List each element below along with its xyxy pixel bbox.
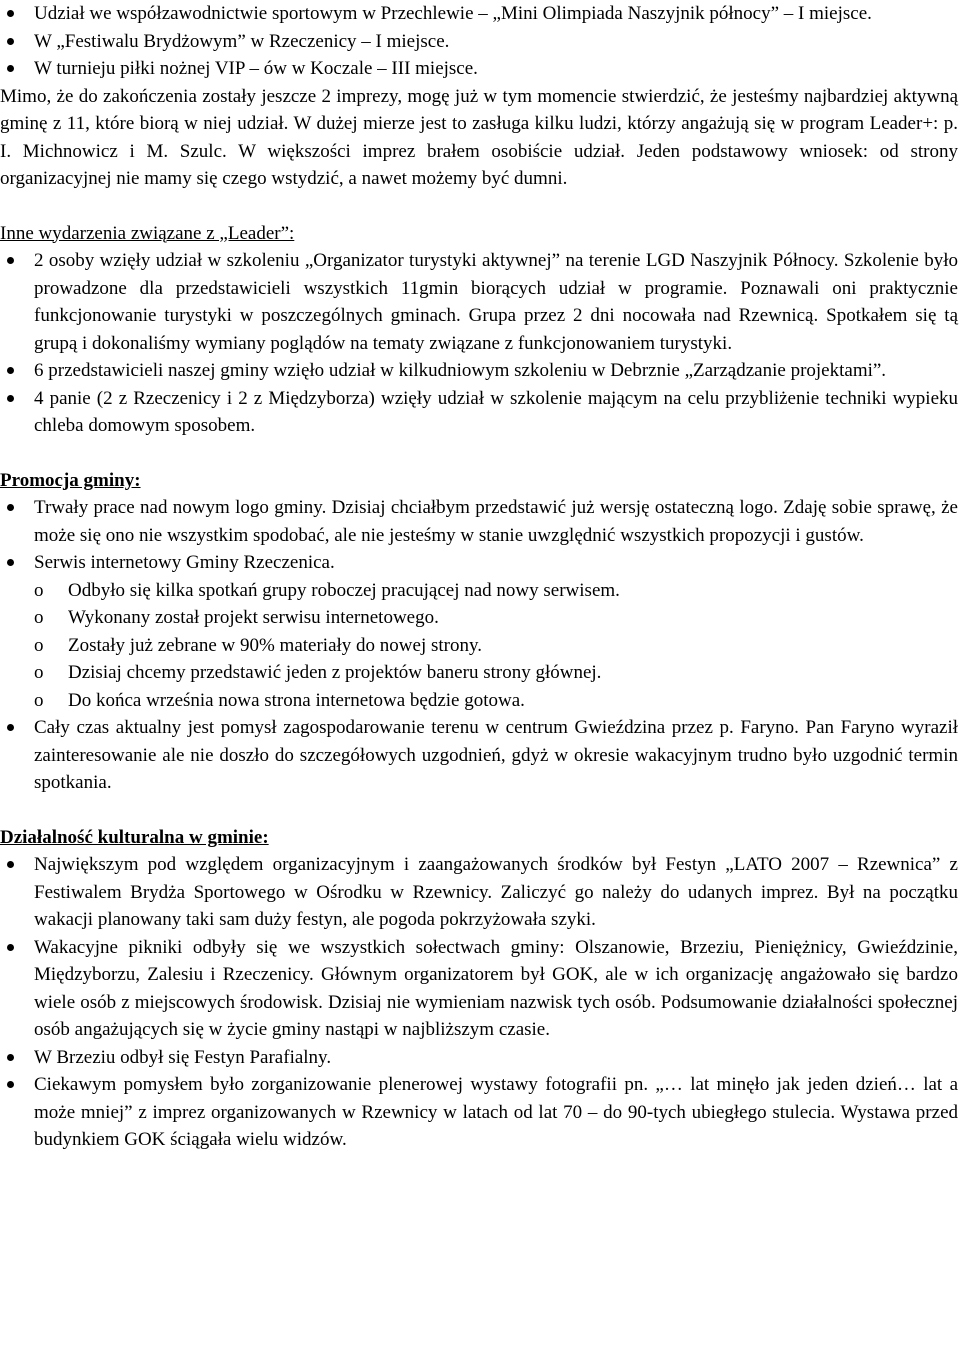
- list-item: 2 osoby wzięły udział w szkoleniu „Organizator turystyki aktywnej” na terenie LGD Naszyjnik Północy. Szkolenie było prowadzone dla przedstawicieli wszystkich 11gmin biorących udział w programie. Poznawali oni praktycznie funkcjonowanie turystyki w poszczególnych gminach. Grupa przez 2 dni nocowała nad Rzewnicą. Spotkałem się tą grupą i dokonaliśmy wymiany poglądów na tematy związane z funkcjonowaniem turystyki.: [0, 247, 958, 357]
- spacer: [0, 193, 958, 220]
- list-item: 4 panie (2 z Rzeczenicy i 2 z Międzyborza) wzięły udział w szkolenie mającym na celu przybliżenie techniki wypieku chleba domowym sposobem.: [0, 385, 958, 440]
- list-item: Udział we współzawodnictwie sportowym w Przechlewie – „Mini Olimpiada Naszyjnik północy” – I miejsce.: [0, 0, 958, 28]
- list-item: W Brzeziu odbył się Festyn Parafialny.: [0, 1044, 958, 1072]
- sub-list-item: o Dzisiaj chcemy przedstawić jeden z projektów baneru strony głównej.: [34, 659, 958, 687]
- list-item: Największym pod względem organizacyjnym i zaangażowanych środków był Festyn „LATO 2007 – Rzewnica” z Festiwalem Brydża Sportowego w Ośrodku w Rzewnicy. Zaliczyć go należy do udanych imprez. Był na początku wakacji planowany taki sam duży festyn, ale pogoda pokrzyżowała szyki.: [0, 851, 958, 934]
- list-item: W turnieju piłki nożnej VIP – ów w Koczale – III miejsce.: [0, 55, 958, 83]
- list-item: Wakacyjne pikniki odbyły się we wszystkich sołectwach gminy: Olszanowie, Brzeziu, Pieniężnicy, Gwieździnie, Międzyborzu, Zalesiu i Rzeczenicy. Głównym organizatorem był GOK, ale w ich organizację angażowało się bardzo wiele osób z miejscowych środowisk. Dzisiaj nie wymieniam nazwisk tych osób. Podsumowanie działalności społecznej osób angażujących się w życie gminy nastąpi w najbliższym czasie.: [0, 934, 958, 1044]
- list-item: 6 przedstawicieli naszej gminy wzięło udział w kilkudniowym szkoleniu w Debrznie „Zarządzanie projektami”.: [0, 357, 958, 385]
- sub-list-item: o Do końca września nowa strona internetowa będzie gotowa.: [34, 687, 958, 715]
- sub-list-item: o Wykonany został projekt serwisu internetowego.: [34, 604, 958, 632]
- list-item: Ciekawym pomysłem było zorganizowanie plenerowej wystawy fotografii pn. „… lat minęło jak jeden dzień… lat a może mniej” z imprez organizowanych w Rzewnicy w latach od lat 70 – do 90-tych ubiegłego stulecia. Wystawa przed budynkiem GOK ściągała wielu widzów.: [0, 1071, 958, 1154]
- spacer: [0, 797, 958, 824]
- section-heading-promotion: Promocja gminy:: [0, 469, 141, 491]
- sub-list-item: o Odbyło się kilka spotkań grupy roboczej pracującej nad nowy serwisem.: [34, 577, 958, 605]
- list-item: Serwis internetowy Gminy Rzeczenica.: [0, 549, 958, 577]
- list-item: W „Festiwalu Brydżowym” w Rzeczenicy – I miejsce.: [0, 28, 958, 56]
- list-item: Cały czas aktualny jest pomysł zagospodarowanie terenu w centrum Gwieździna przez p. Faryno. Pan Faryno wyraził zainteresowanie ale nie doszło do szczegółowych uzgodnień, gdyż w okresie wakacyjnym trudno było uzgodnić termin spotkania.: [0, 714, 958, 797]
- spacer: [0, 440, 958, 467]
- section-heading-culture: Działalność kulturalna w gminie:: [0, 826, 269, 848]
- sub-list-item: o Zostały już zebrane w 90% materiały do nowej strony.: [34, 632, 958, 660]
- list-item: Trwały prace nad nowym logo gminy. Dzisiaj chciałbym przedstawić już wersję ostateczną logo. Zdaję sobie sprawę, że może się ono nie wszystkim spodobać, ale nie jesteśmy w stanie uwzględnić wszystkich propozycji i gustów.: [0, 494, 958, 549]
- summary-paragraph: Mimo, że do zakończenia zostały jeszcze 2 imprezy, mogę już w tym momencie stwierdzić, że jesteśmy najbardziej aktywną gminę z 11, które biorą w niej udział. W dużej mierze jest to zasługa kilku ludzi, którzy angażują się w program Leader+: p. I. Michnowicz i M. Szulc. W większości imprez brałem osobiście udział. Jeden podstawowy wniosek: od strony organizacyjnej nie mamy się czego wstydzić, a nawet możemy być dumni.: [0, 85, 958, 189]
- section-heading-leader: Inne wydarzenia związane z „Leader”:: [0, 222, 295, 244]
